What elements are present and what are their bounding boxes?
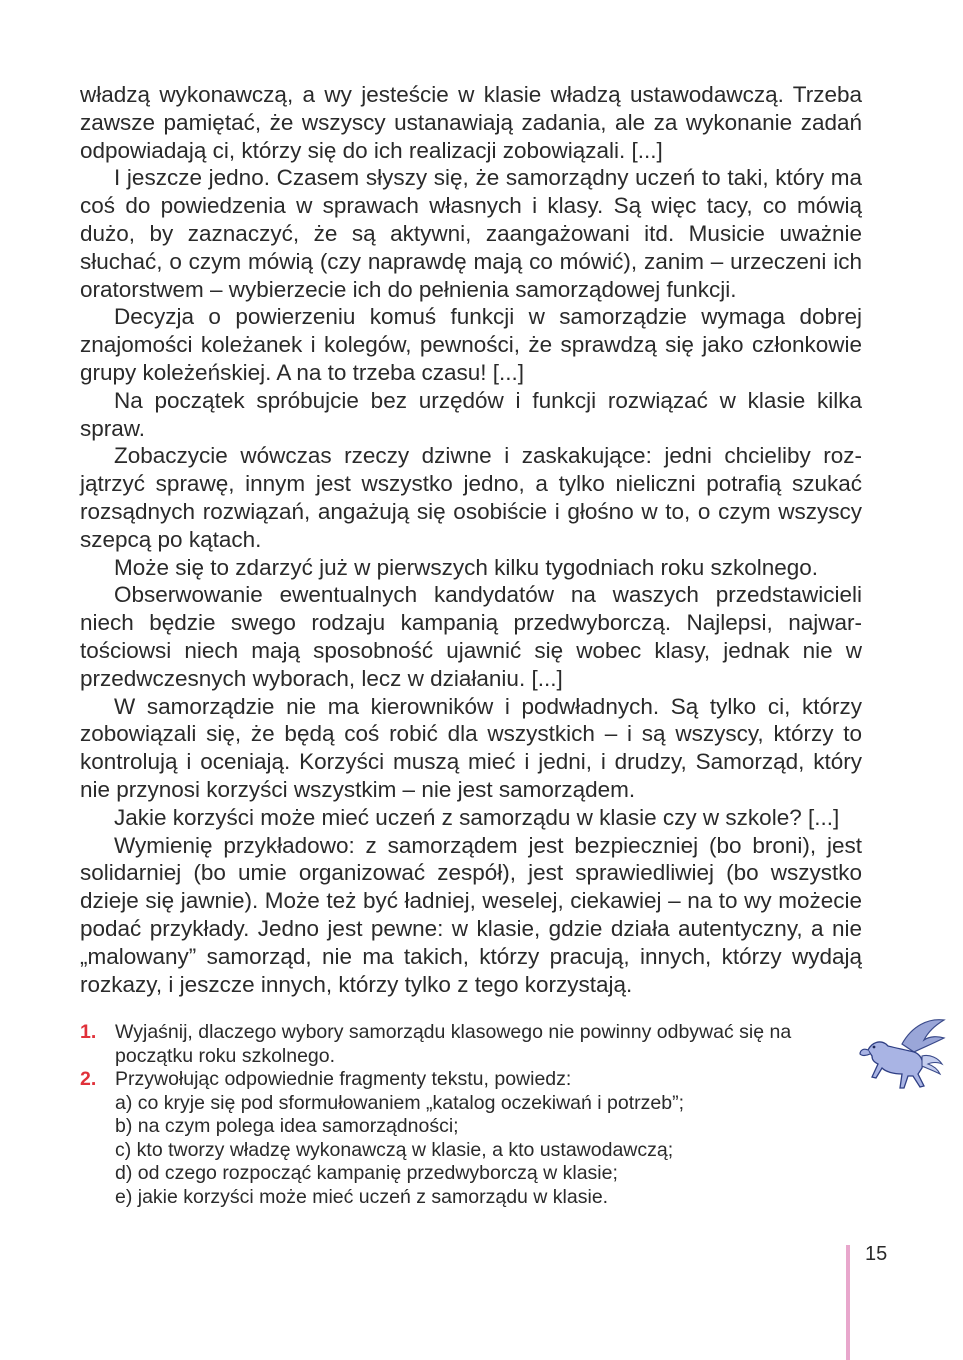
paragraph: Wymienię przykładowo: z samorządem jest bezpieczniej (bo broni), jest solidarniej (bo umie organizować zespół), jest sprawiedliwiej (bo wszystko dzieje się jawnie). Może też być ładniej, weselej, ciekawiej – na to wy możecie podać przykłady. Jedno jest pewne: w klasie, gdzie działa autentyczny, a nie „malowany” samorząd, nie ma takich, którzy pracują, innych, którzy wydają rozkazy, i jeszcze innych, którzy tylko z tego korzystają. bbox=[80, 832, 862, 997]
paragraph: I jeszcze jedno. Czasem słyszy się, że samorządny uczeń to taki, który ma coś do powiedzenia w sprawach własnych i klasy. Są więc tacy, co mówią dużo, by zaznaczyć, że są aktywni, zaangażowani itd. Musicie uważnie słuchać, o czym mówią (czy naprawdę mają co mówić), zanim – urzeczeni ich oratorstwem – wybierzecie ich do pełnienia samorządowej funkcji. bbox=[80, 165, 862, 302]
main-text bbox=[80, 81, 862, 998]
page-number: 15 bbox=[865, 1243, 888, 1265]
paragraph: Może się to zdarzyć już w pierwszych kilku tygodniach roku szkolnego. bbox=[114, 554, 819, 580]
task-text: Przywołując odpowiednie fragmenty tekstu, powiedz: bbox=[115, 1068, 572, 1090]
task-item-2 bbox=[80, 1068, 870, 1209]
task-number: 2. bbox=[80, 1068, 97, 1090]
paragraph: Obserwowanie ewentualnych kandydatów na waszych przedstawicieli niech będzie swego rodzaju kampanią przedwyborczą. Najlepsi, najwartościowsi niech mają sposobność ujawnić się wobec klasy, jednak nie w przedwczesnych wyborach, lecz w działaniu. [...] bbox=[80, 582, 862, 691]
task-item-1 bbox=[80, 1021, 870, 1068]
subtask-item: b) na czym polega idea samorządności; bbox=[115, 1115, 459, 1137]
subtask-item: e) jakie korzyści może mieć uczeń z samorządu w klasie. bbox=[115, 1185, 609, 1208]
pegasus-icon bbox=[858, 1016, 948, 1092]
subtask-item: a) co kryje się pod sformułowaniem „katalog oczekiwań i potrzeb”; bbox=[115, 1091, 684, 1114]
paragraph: Jakie korzyści może mieć uczeń z samorządu w klasie czy w szkole? [...] bbox=[114, 804, 840, 830]
task-text: Wyjaśnij, dlaczego wybory samorządu klasowego nie powinny odbywać się na początku roku szkolnego. bbox=[115, 1021, 792, 1067]
paragraph: władzą wykonawczą, a wy jesteście w klasie władzą ustawodawczą. Trzeba zawsze pamiętać, że wszyscy ustanawiają zadania, ale za wykonanie zadań odpowiadają ci, którzy się do ich realizacji zobowiązali. [...] bbox=[80, 82, 862, 163]
subtask-item: d) od czego rozpocząć kampanię przedwyborczą w klasie; bbox=[115, 1162, 618, 1184]
subtask-item: c) kto tworzy władzę wykonawczą w klasie, a kto ustawodawczą; bbox=[115, 1138, 674, 1161]
task-list bbox=[80, 1021, 870, 1209]
paragraph: Na początek spróbujcie bez urzędów i funkcji rozwiązać w klasie kilka spraw. bbox=[80, 387, 862, 441]
page-margin-bar bbox=[846, 1245, 850, 1360]
task-number: 1. bbox=[80, 1021, 97, 1043]
paragraph: W samorządzie nie ma kierowników i podwładnych. Są tylko ci, którzy zobowiązali się, że będą coś robić dla wszystkich – i są wszyscy, którzy to kontrolują i oceniają. Korzyści muszą mieć i jedni, i drudzy, Samorząd, który nie przynosi korzyści wszystkim – nie jest samorządem. bbox=[80, 693, 862, 802]
paragraph: Decyzja o powierzeniu komuś funkcji w samorządzie wymaga dobrej znajomości koleżanek i kolegów, pewności, że sprawdzą się jako członkowie grupy koleżeńskiej. A na to trzeba czasu! [...] bbox=[80, 304, 862, 385]
paragraph: Zobaczycie wówczas rzeczy dziwne i zaskakujące: jedni chcieliby rozjątrzyć sprawę, innym jest wszystko jedno, a tylko nieliczni potrafią szukać rozsądnych rozwiązań, angażują się osobiście i głośno w to, o czym wszyscy szepcą po kątach. bbox=[80, 443, 862, 552]
